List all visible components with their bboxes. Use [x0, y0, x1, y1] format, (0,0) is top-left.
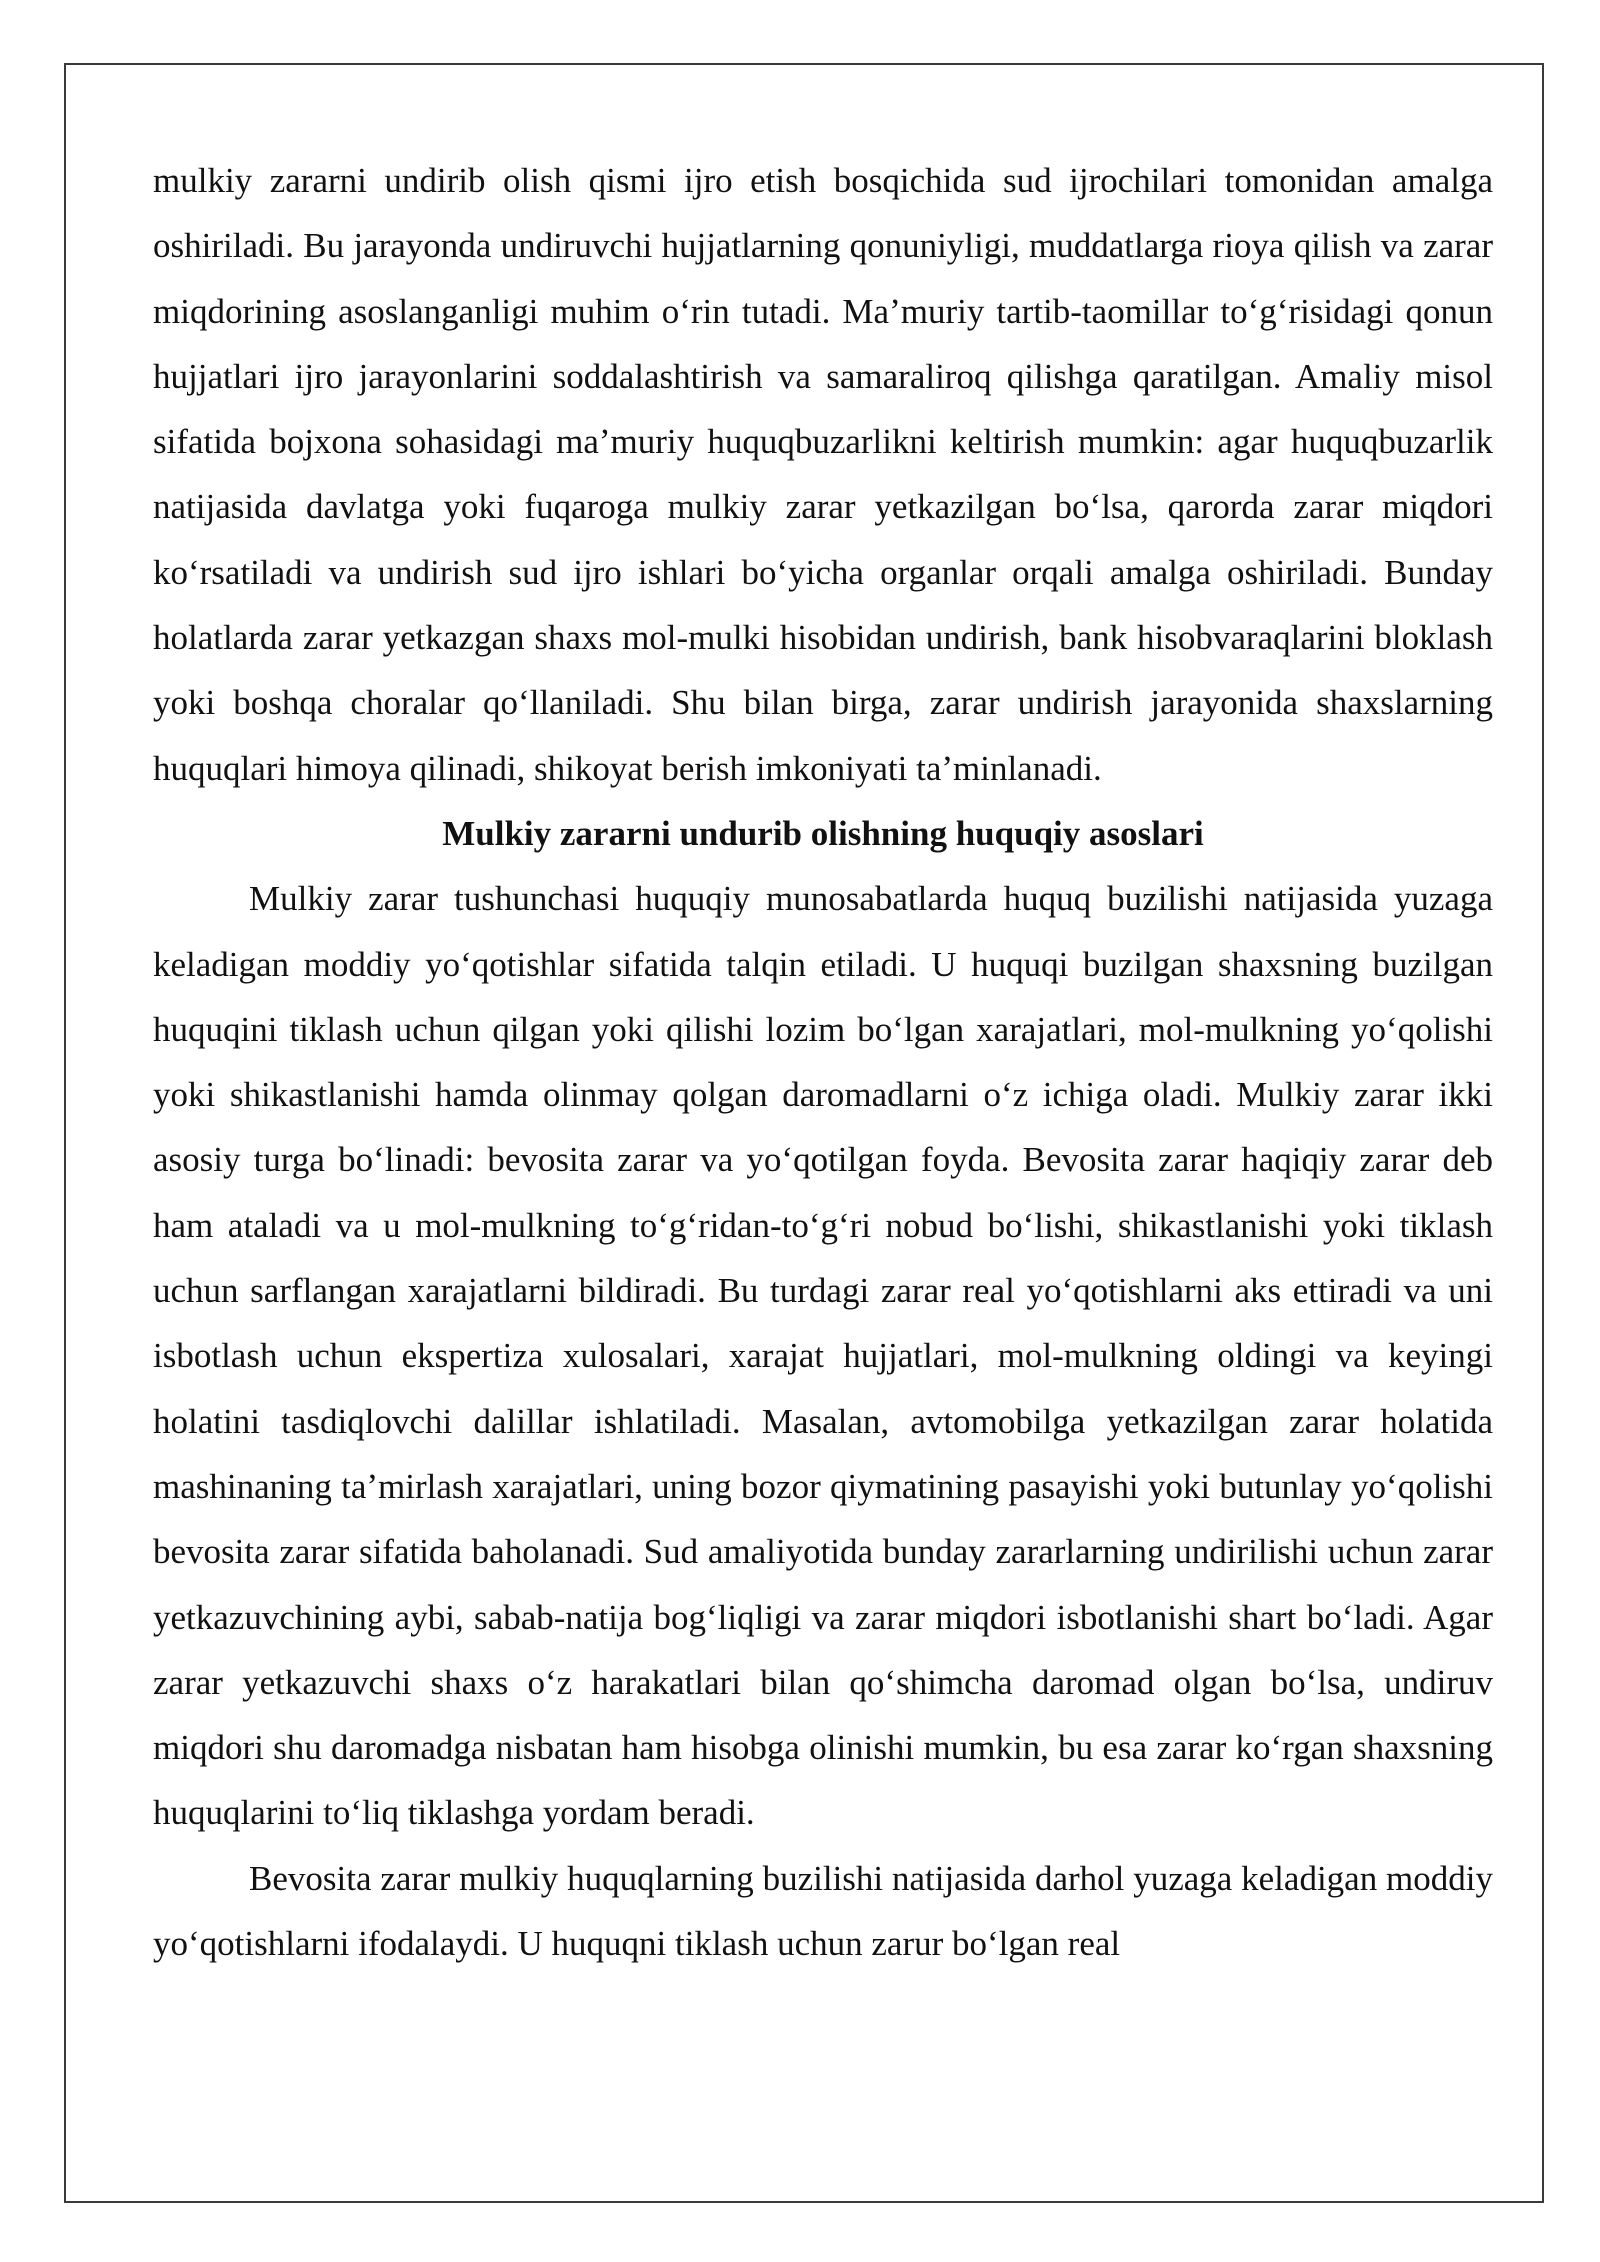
section-heading: Mulkiy zararni undurib olishning huquqiy asoslari — [442, 813, 1204, 853]
paragraph-1: mulkiy zararni undirib olish qismi ijro etish bosqichida sud ijrochilari tomonidan amalga oshiriladi. Bu jarayonda undiruvchi hujjatlarning qonuniyligi, muddatlarga rioya qilish va zarar miqdorining asoslanganligi muhim oʻrin tutadi. Maʼmuriy tartib-taomillar toʻgʻrisidagi qonun hujjatlari ijro jarayonlarini soddalashtirish va samaraliroq qilishga qaratilgan. Amaliy misol sifatida bojxona sohasidagi maʼmuriy huquqbuzarlikni keltirish mumkin: agar huquqbuzarlik natijasida davlatga yoki fuqaroga mulkiy zarar yetkazilgan boʻlsa, qarorda zarar miqdori koʻrsatiladi va undirish sud ijro ishlari boʻyicha organlar orqali amalga oshiriladi. Bunday holatlarda zarar yetkazgan shaxs mol-mulki hisobidan undirish, bank hisobvaraqlarini bloklash yoki boshqa choralar qoʻllaniladi. Shu bilan birga, zarar undirish jarayonida shaxslarning huquqlari himoya qilinadi, shikoyat berish imkoniyati taʼminlanadi. — [153, 161, 1493, 788]
paragraph-3: Bevosita zarar mulkiy huquqlarning buzilishi natijasida darhol yuzaga keladigan moddiy yoʻqotishlarni ifodalaydi. U huquqni tiklash uchun zarur boʻlgan real — [153, 1858, 1493, 1964]
document-body — [153, 148, 1493, 1976]
paragraph-2: Mulkiy zarar tushunchasi huquqiy munosabatlarda huquq buzilishi natijasida yuzaga keladigan moddiy yoʻqotishlar sifatida talqin etiladi. U huquqi buzilgan shaxsning buzilgan huquqini tiklash uchun qilgan yoki qilishi lozim boʻlgan xarajatlari, mol-mulkning yoʻqolishi yoki shikastlanishi hamda olinmay qolgan daromadlarni oʻz ichiga oladi. Mulkiy zarar ikki asosiy turga boʻlinadi: bevosita zarar va yoʻqotilgan foyda. Bevosita zarar haqiqiy zarar deb ham ataladi va u mol-mulkning toʻgʻridan-toʻgʻri nobud boʻlishi, shikastlanishi yoki tiklash uchun sarflangan xarajatlarni bildiradi. Bu turdagi zarar real yoʻqotishlarni aks ettiradi va uni isbotlash uchun ekspertiza xulosalari, xarajat hujjatlari, mol-mulkning oldingi va keyingi holatini tasdiqlovchi dalillar ishlatiladi. Masalan, avtomobilga yetkazilgan zarar holatida mashinaning taʼmirlash xarajatlari, uning bozor qiymatining pasayishi yoki butunlay yoʻqolishi bevosita zarar sifatida baholanadi. Sud amaliyotida bunday zararlarning undirilishi uchun zarar yetkazuvchining aybi, sabab-natija bogʻliqligi va zarar miqdori isbotlanishi shart boʻladi. Agar zarar yetkazuvchi shaxs oʻz harakatlari bilan qoʻshimcha daromad olgan boʻlsa, undiruv miqdori shu daromadga nisbatan ham hisobga olinishi mumkin, bu esa zarar koʻrgan shaxsning huquqlarini toʻliq tiklashga yordam beradi. — [153, 879, 1493, 1833]
